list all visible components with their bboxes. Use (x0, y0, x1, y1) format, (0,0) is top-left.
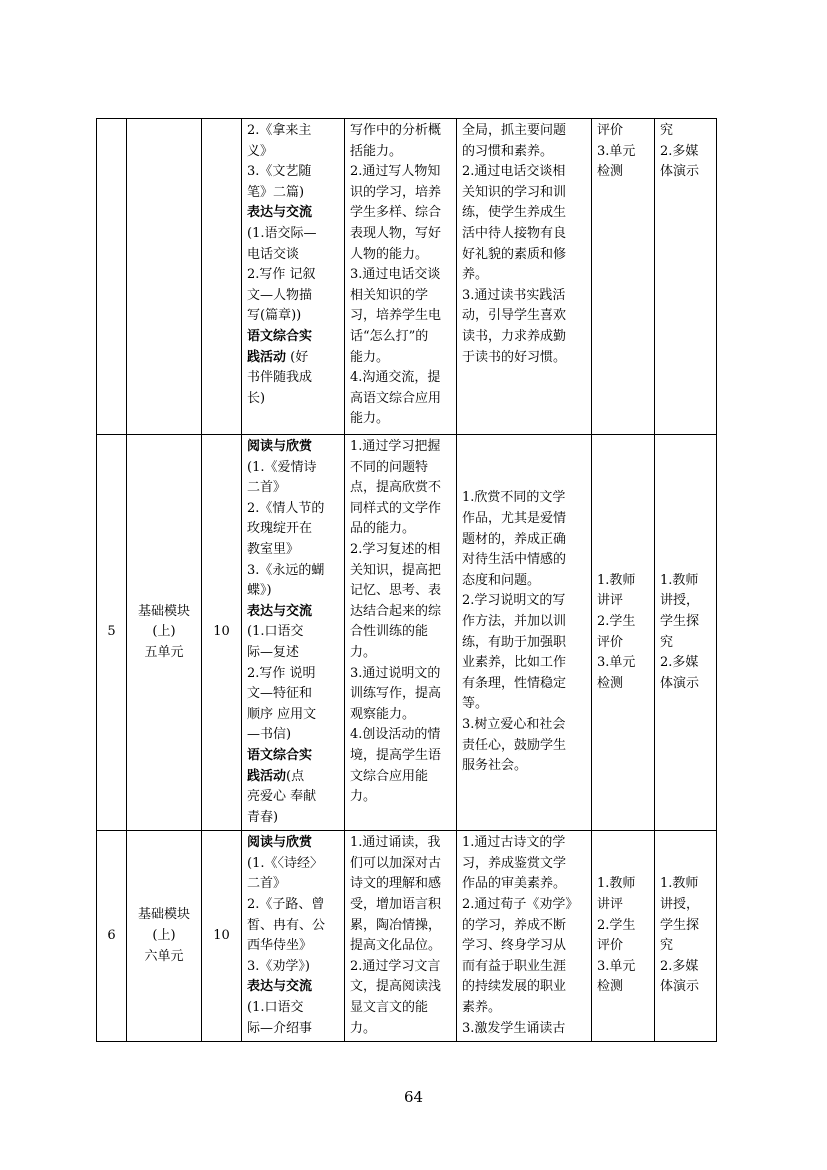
quality-goals-line: 2.通过荀子《劝学》 (462, 897, 579, 913)
ability-goals-line: 受，增加语言积 (350, 897, 442, 913)
quality-goals-line: 的习惯和素养。 (462, 143, 554, 159)
quality-goals-line: 养。 (462, 267, 489, 283)
content-line (247, 499, 339, 520)
ability-goals-line: 提高文化品位。 (350, 938, 442, 954)
ability-goals-line: 括能力。 (350, 143, 403, 159)
quality-goals (457, 435, 592, 831)
quality-goals-line: 活中待人接物有良 (462, 225, 567, 241)
ability-goals-line: 训练写作，提高 (350, 686, 442, 702)
quality-goals-line: 关知识的学习和训 (462, 184, 567, 200)
evaluation-methods-line: 1.教师 (597, 572, 636, 588)
ability-goals-line: 2.通过学习文言 (350, 958, 441, 974)
evaluation-methods-line: 3.单元 (597, 655, 636, 671)
content-text: 语文综合实 (247, 747, 313, 763)
module-name (127, 831, 202, 1042)
quality-goals-line: 责任心，鼓励学生 (462, 737, 567, 753)
content-text: 表达与交流 (247, 979, 313, 995)
quality-goals-line: 于读书的好习惯。 (462, 349, 567, 365)
content-line (247, 327, 339, 348)
ability-goals-line: 品的能力。 (350, 521, 416, 537)
teaching-content (242, 119, 345, 435)
teaching-methods-line: 2.多媒 (660, 143, 699, 159)
quality-goals-line: 而有益于职业生涯 (462, 958, 567, 974)
content-text: 皙、冉有、公 (247, 917, 326, 933)
quality-goals-line: 作方法，并加以训 (462, 614, 567, 630)
content-line (247, 348, 339, 369)
evaluation-methods-line: 1.教师 (597, 876, 636, 892)
quality-goals-line: 题材的，养成正确 (462, 531, 567, 547)
ability-goals-line: 达结合起来的综 (350, 603, 442, 619)
content-line (247, 916, 339, 937)
content-line (247, 286, 339, 307)
table-row (97, 831, 717, 1042)
content-text: 表达与交流 (247, 205, 313, 221)
evaluation-methods-line: 3.单元 (597, 958, 636, 974)
content-text: 电话交谈 (247, 246, 300, 262)
ability-goals (345, 119, 457, 435)
ability-goals-line: 观察能力。 (350, 706, 416, 722)
content-text: 2.《子路、曾 (247, 897, 325, 913)
ability-goals-line: 高语文综合应用 (350, 390, 442, 406)
unit-number (97, 119, 127, 435)
content-text: 二首》 (247, 876, 287, 892)
content-line (247, 854, 339, 875)
content-text: 玫瑰绽开在 (247, 521, 313, 537)
quality-goals-line: 有条理，性情稳定 (462, 675, 567, 691)
module-name-line: 五单元 (144, 644, 184, 660)
ability-goals-line: 力。 (350, 789, 377, 805)
content-text: (1.语交际— (247, 225, 317, 241)
quality-goals-line: 习，养成鉴赏文学 (462, 855, 567, 871)
content-line (247, 478, 339, 499)
quality-goals-line: 的学习，养成不断 (462, 917, 567, 933)
ability-goals-line: 境，提高学生语 (350, 747, 442, 763)
evaluation-methods-line: 讲评 (597, 593, 624, 609)
ability-goals-line: 文综合应用能 (350, 768, 429, 784)
content-text: 2.《情人节的 (247, 500, 325, 516)
content-line (247, 306, 339, 327)
teaching-methods-line: 体演示 (660, 164, 700, 180)
content-line (247, 705, 339, 726)
evaluation-methods-line: 检测 (597, 675, 624, 691)
content-line (247, 725, 339, 746)
ability-goals-line: 们可以加深对古 (350, 855, 442, 871)
content-text: 文—特征和 (247, 686, 313, 702)
quality-goals-line: 学习、终身学习从 (462, 938, 567, 954)
content-text: (1.《爱情诗 (247, 459, 317, 475)
content-line (247, 581, 339, 602)
content-line (247, 787, 339, 808)
module-name (127, 435, 202, 831)
content-line (247, 602, 339, 623)
ability-goals-line: 记忆、思考、表 (350, 583, 442, 599)
content-text: 语文综合实 (247, 328, 313, 344)
evaluation-methods (592, 831, 655, 1042)
content-text: 阅读与欣赏 (247, 835, 313, 851)
teaching-methods-line: 究 (660, 938, 674, 954)
quality-goals-line: 练，有助于加强职 (462, 634, 567, 650)
content-line (247, 389, 339, 410)
class-hours (202, 119, 242, 435)
ability-goals-line: 累，陶冶情操， (350, 917, 442, 933)
quality-goals-line: 2.通过电话交谈相 (462, 164, 566, 180)
content-line (247, 746, 339, 767)
content-text: 写(篇章)) (247, 308, 302, 324)
quality-goals-line: 对待生活中情感的 (462, 552, 567, 568)
content-text: 表达与交流 (247, 603, 313, 619)
ability-goals-line: 学生多样、综合 (350, 205, 442, 221)
ability-goals-line: 同样式的文学作 (350, 500, 442, 516)
teaching-methods-line: 究 (660, 123, 674, 138)
content-text: 西华侍坐》 (247, 938, 313, 954)
content-line (247, 245, 339, 266)
ability-goals-line: 关知识，提高把 (350, 562, 442, 578)
content-text: 际—复述 (247, 644, 300, 660)
ability-goals-line: 4.沟通交流，提 (350, 370, 441, 386)
quality-goals (457, 119, 592, 435)
quality-goals-line: 3.激发学生诵读古 (462, 1020, 566, 1036)
ability-goals-line: 诗文的理解和感 (350, 876, 442, 892)
content-tail: (好 (286, 349, 309, 365)
content-line (247, 977, 339, 998)
teaching-methods-line: 2.多媒 (660, 655, 699, 671)
quality-goals-line: 素养。 (462, 1000, 502, 1016)
evaluation-methods-line: 2.学生 (597, 614, 636, 630)
module-name-line: (上) (152, 927, 176, 943)
content-line (247, 265, 339, 286)
ability-goals (345, 831, 457, 1042)
content-text: —书信) (247, 727, 292, 743)
teaching-methods-line: 讲授， (660, 897, 700, 913)
teaching-methods-line: 究 (660, 634, 674, 650)
content-line (247, 437, 339, 458)
evaluation-methods-line: 评价 (597, 123, 624, 138)
content-line (247, 458, 339, 479)
ability-goals-line: 习，培养学生电 (350, 308, 442, 324)
content-text: 顺序 应用文 (247, 706, 317, 722)
ability-goals-line: 识的学习，培养 (350, 184, 442, 200)
ability-goals-line: 人物的能力。 (350, 246, 429, 262)
quality-goals-line: 作品，尤其是爱情 (462, 511, 567, 527)
evaluation-methods-line: 检测 (597, 979, 624, 995)
content-line (247, 874, 339, 895)
teaching-methods-line: 2.多媒 (660, 958, 699, 974)
content-line (247, 142, 339, 163)
content-line (247, 833, 339, 854)
teaching-methods-line: 1.教师 (660, 876, 699, 892)
content-text: 2.《拿来主 (247, 123, 312, 138)
table-row (97, 435, 717, 831)
ability-goals (345, 435, 457, 831)
curriculum-table (96, 118, 717, 1042)
module-name-line: 基础模块 (137, 603, 190, 619)
ability-goals-line: 写作中的分析概 (350, 123, 442, 138)
ability-goals-line: 文，提高阅读浅 (350, 979, 442, 995)
ability-goals-line: 力。 (350, 644, 377, 660)
teaching-methods (655, 435, 717, 831)
ability-goals-line: 力。 (350, 1020, 377, 1036)
teaching-content (242, 435, 345, 831)
content-line (247, 162, 339, 183)
teaching-content (242, 831, 345, 1042)
quality-goals-line: 读书，力求养成勤 (462, 328, 567, 344)
quality-goals-line: 2.学习说明文的写 (462, 593, 566, 609)
unit-number: 6 (97, 831, 127, 1042)
content-line (247, 767, 339, 788)
ability-goals-line: 1.通过诵读，我 (350, 835, 441, 851)
content-text: 2.写作 记叙 (247, 267, 316, 283)
content-line (247, 684, 339, 705)
teaching-methods-line: 1.教师 (660, 572, 699, 588)
evaluation-methods-line: 评价 (597, 938, 624, 954)
quality-goals (457, 831, 592, 1042)
evaluation-methods-line: 3.单元 (597, 143, 636, 159)
teaching-methods-line: 体演示 (660, 979, 700, 995)
quality-goals-line: 1.欣赏不同的文学 (462, 490, 566, 506)
evaluation-methods-line: 检测 (597, 164, 624, 180)
ability-goals-line: 1.通过学习把握 (350, 439, 441, 454)
page-number: 64 (403, 1088, 424, 1106)
content-text: 蝶》) (247, 583, 272, 599)
content-line (247, 368, 339, 389)
content-line (247, 643, 339, 664)
quality-goals-line: 3.通过读书实践活 (462, 287, 566, 303)
content-line (247, 540, 339, 561)
content-line (247, 1019, 339, 1040)
content-text: 践活动 (247, 768, 287, 784)
content-text: 阅读与欣赏 (247, 439, 313, 454)
ability-goals-line: 3.通过说明文的 (350, 665, 441, 681)
module-name (127, 119, 202, 435)
ability-goals-line: 点，提高欣赏不 (350, 480, 442, 496)
ability-goals-line: 3.通过电话交谈 (350, 267, 441, 283)
content-text: 亮爱心 奉献 (247, 789, 317, 805)
ability-goals-line: 表现人物，写好 (350, 225, 442, 241)
content-text: 文—人物描 (247, 287, 313, 303)
content-text: 践活动 (247, 349, 287, 365)
content-line (247, 183, 339, 204)
quality-goals-line: 等。 (462, 696, 489, 712)
content-line (247, 895, 339, 916)
content-text: 2.写作 说明 (247, 665, 316, 681)
content-text: 义》 (247, 143, 274, 159)
table-row (97, 119, 717, 435)
content-text: 教室里》 (247, 541, 300, 557)
evaluation-methods-line: 讲评 (597, 897, 624, 913)
quality-goals-line: 1.通过古诗文的学 (462, 835, 566, 851)
content-line (247, 622, 339, 643)
content-text: 3.《永远的蝴 (247, 562, 325, 578)
evaluation-methods-line: 2.学生 (597, 917, 636, 933)
ability-goals-line: 显文言文的能 (350, 1000, 429, 1016)
evaluation-methods (592, 435, 655, 831)
content-line (247, 203, 339, 224)
teaching-methods-line: 学生探 (660, 917, 700, 933)
teaching-methods (655, 119, 717, 435)
content-line (247, 519, 339, 540)
quality-goals-line: 态度和问题。 (462, 572, 541, 588)
content-text: (1.口语交 (247, 624, 304, 640)
quality-goals-line: 全局，抓主要问题 (462, 123, 567, 138)
content-text: 青春) (247, 809, 279, 825)
quality-goals-line: 动，引导学生喜欢 (462, 308, 567, 324)
teaching-methods-line: 讲授， (660, 593, 700, 609)
evaluation-methods (592, 119, 655, 435)
quality-goals-line: 3.树立爱心和社会 (462, 717, 566, 733)
ability-goals-line: 相关知识的学 (350, 287, 429, 303)
quality-goals-line: 练，使学生养成生 (462, 205, 567, 221)
class-hours: 10 (202, 435, 242, 831)
content-text: 3.《劝学》) (247, 958, 310, 974)
teaching-methods-line: 体演示 (660, 675, 700, 691)
evaluation-methods-line: 评价 (597, 634, 624, 650)
content-text: 际—介绍事 (247, 1020, 313, 1036)
content-text: (1.《〈诗经〉 (247, 855, 323, 871)
content-text: 长) (247, 390, 266, 406)
content-line (247, 121, 339, 142)
quality-goals-line: 的持续发展的职业 (462, 979, 567, 995)
ability-goals-line: 能力。 (350, 349, 390, 365)
content-line (247, 224, 339, 245)
content-line (247, 561, 339, 582)
ability-goals-line: 2.学习复述的相 (350, 541, 441, 557)
quality-goals-line: 业素养，比如工作 (462, 655, 567, 671)
content-text: 3.《文艺随 (247, 164, 312, 180)
quality-goals-line: 好礼貌的素质和修 (462, 246, 567, 262)
content-line (247, 664, 339, 685)
content-text: 二首》 (247, 480, 287, 496)
ability-goals-line: 能力。 (350, 411, 390, 427)
content-line (247, 936, 339, 957)
content-line (247, 998, 339, 1019)
content-tail: (点 (286, 768, 305, 784)
quality-goals-line: 服务社会。 (462, 758, 528, 774)
module-name-line: 六单元 (144, 948, 184, 964)
ability-goals-line: 4.创设活动的情 (350, 727, 441, 743)
ability-goals-line: 合性训练的能 (350, 624, 429, 640)
ability-goals-line: 不同的问题特 (350, 459, 429, 475)
content-text: (1.口语交 (247, 1000, 304, 1016)
content-text: 书伴随我成 (247, 370, 313, 386)
teaching-methods-line: 学生探 (660, 614, 700, 630)
teaching-methods (655, 831, 717, 1042)
quality-goals-line: 作品的审美素养。 (462, 876, 567, 892)
content-line (247, 808, 339, 829)
class-hours: 10 (202, 831, 242, 1042)
unit-number: 5 (97, 435, 127, 831)
ability-goals-line: 话“怎么打”的 (350, 328, 429, 344)
content-text: 笔》二篇) (247, 184, 305, 200)
module-name-line: (上) (152, 624, 176, 640)
ability-goals-line: 2.通过写人物知 (350, 164, 441, 180)
module-name-line: 基础模块 (137, 907, 190, 923)
content-line (247, 957, 339, 978)
